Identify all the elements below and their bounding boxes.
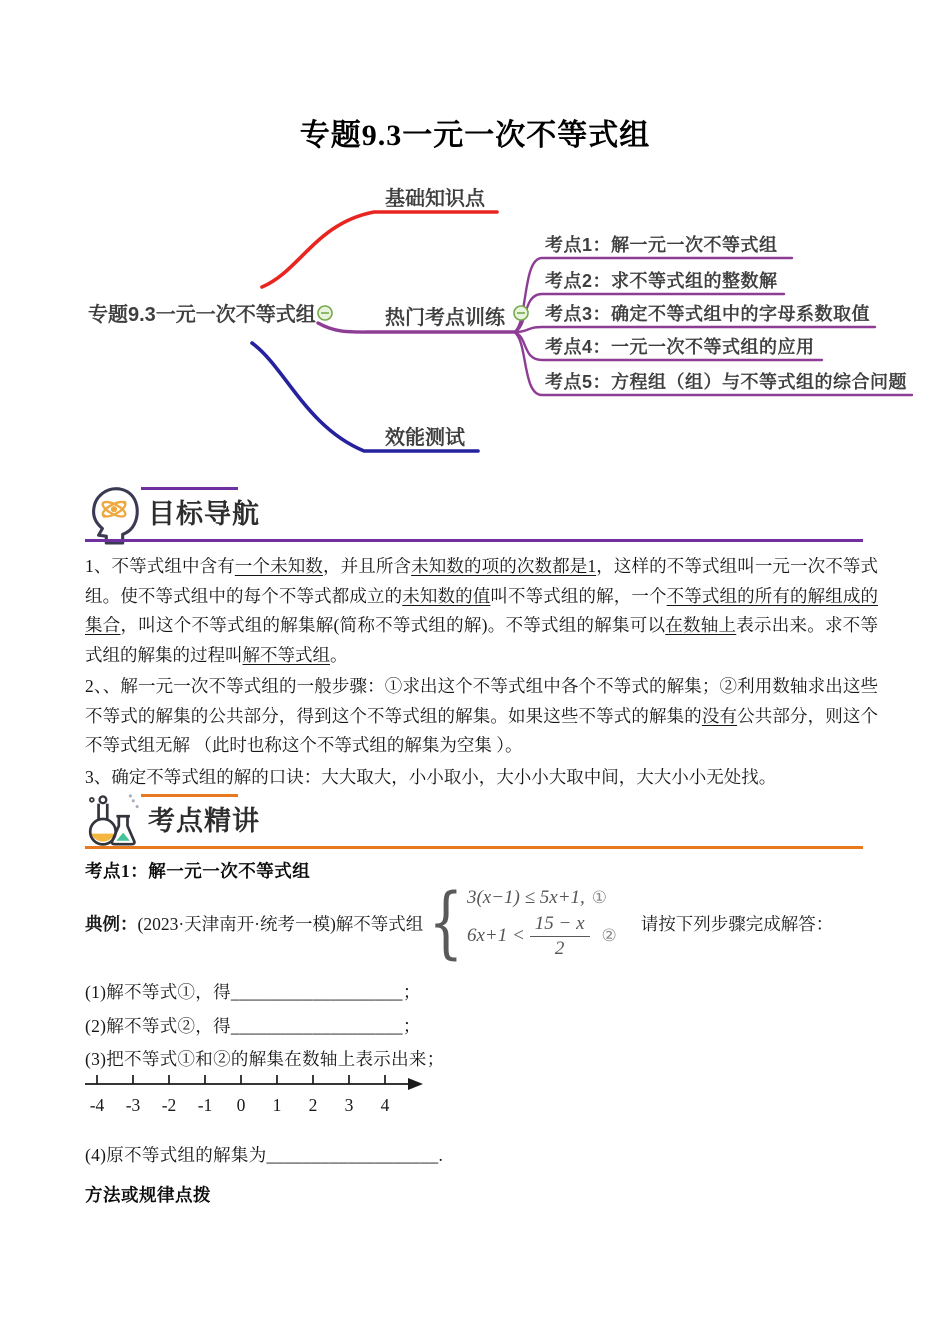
branch-label-basics: 基础知识点 [385, 188, 485, 210]
fraction [530, 913, 590, 960]
lecture-section-title: 考点精讲 [148, 806, 260, 836]
paragraph-2: 2、、解一元一次不等式组的一般步骤：①求出这个不等式组中各个不等式的解集；②利用数轴求出这些不等式的解集的公共部分，得到这个不等式组的解集。如果这些不等式的解集的没有公共部分，则这个不等式组无解 （此时也称这个不等式组的解集为空集 ）。 [85, 676, 878, 755]
example-label: 典例： [85, 913, 138, 934]
step-1: (1)解不等式①，得___________________； [85, 982, 421, 1002]
number-line-ticks [97, 1075, 385, 1085]
mindmap-root-label: 专题9.3一元一次不等式组 [88, 304, 316, 326]
system-brace: { [428, 877, 464, 968]
subtopic-label-5: 考点5：方程组（组）与不等式组的综合问题 [545, 372, 908, 392]
fraction-denominator: 2 [530, 936, 590, 960]
knowledge-points [85, 552, 878, 792]
svg-text:3: 3 [344, 1095, 354, 1115]
circled-one: ① [591, 887, 608, 907]
header-accent-line [141, 487, 238, 490]
inequality-1: 3(x−1) ≤ 5x+1, ① [466, 886, 608, 908]
svg-text:4: 4 [380, 1095, 390, 1115]
svg-text:-4: -4 [89, 1095, 105, 1115]
svg-text:0: 0 [236, 1095, 246, 1115]
lecture-section-header [85, 792, 865, 860]
lab-flasks-icon [87, 792, 141, 852]
paragraph-1: 1、不等式组中含有一个未知数，并且所含未知数的项的次数都是1，这样的不等式组叫一元一次不等式组。使不等式组中的每个不等式都成立的未知数的值叫不等式组的解，一个不等式组的所有的解组成的集合，叫这个不等式组的解集解(简称不等式组的解)。不等式组的解集可以在数轴上表示出来。求不等式组的解集的过程叫解不等式组。 [85, 556, 879, 665]
branch-curve-basics [262, 212, 497, 287]
example-problem [85, 877, 905, 968]
number-line [75, 1068, 435, 1120]
inequality-2: 6x+1 < $\frac{15 - x}{2}$ ② [466, 912, 617, 959]
example-suffix: 请按下列步骤完成解答： [640, 913, 834, 934]
subtopic-label-4: 考点4：一元一次不等式组的应用 [545, 337, 815, 357]
step-2: (2)解不等式②，得___________________； [85, 1016, 421, 1036]
number-line-arrow [408, 1078, 423, 1090]
svg-text:2: 2 [308, 1095, 318, 1115]
step-3: (3)把不等式①和②的解集在数轴上表示出来； [85, 1049, 445, 1069]
branch-label-hot: 热门考点训练 [385, 307, 505, 329]
svg-text:1: 1 [272, 1095, 282, 1115]
page-title: 专题9.3一元一次不等式组 [299, 119, 651, 152]
subtopic-label-2: 考点2：求不等式组的整数解 [545, 271, 778, 291]
subtopic-label-3: 考点3：确定不等式组中的字母系数取值 [545, 304, 871, 324]
head-atom-icon [87, 485, 141, 545]
header-rule [85, 539, 863, 542]
paragraph-3: 3、确定不等式组的解的口诀：大大取大，小小取小，大小小大取中间，大大小小无处找。 [85, 766, 777, 787]
minus-circle-icon [514, 306, 528, 320]
fraction-numerator: 15 − x [534, 912, 585, 934]
number-line-labels [90, 1095, 390, 1115]
method-heading: 方法或规律点拨 [85, 1185, 211, 1205]
mindmap-diagram [0, 175, 950, 475]
goals-section-header [85, 485, 865, 553]
branch-label-test: 效能测试 [385, 427, 465, 449]
subtopic-label-1: 考点1：解一元一次不等式组 [545, 235, 778, 255]
example-intro: (2023·天津南开·统考一模)解不等式组 [137, 913, 424, 934]
minus-circle-icon [318, 306, 332, 320]
inequality-system [467, 887, 617, 960]
step-4: (4)原不等式组的解集为___________________. [85, 1145, 444, 1165]
svg-text:-1: -1 [197, 1095, 213, 1115]
goals-section-title: 目标导航 [148, 499, 260, 529]
header-rule [85, 846, 863, 849]
kaodian1-heading: 考点1：解一元一次不等式组 [85, 861, 311, 881]
svg-text:-2: -2 [161, 1095, 177, 1115]
svg-text:-3: -3 [125, 1095, 141, 1115]
header-accent-line [141, 794, 238, 797]
circled-two: ② [601, 926, 617, 945]
